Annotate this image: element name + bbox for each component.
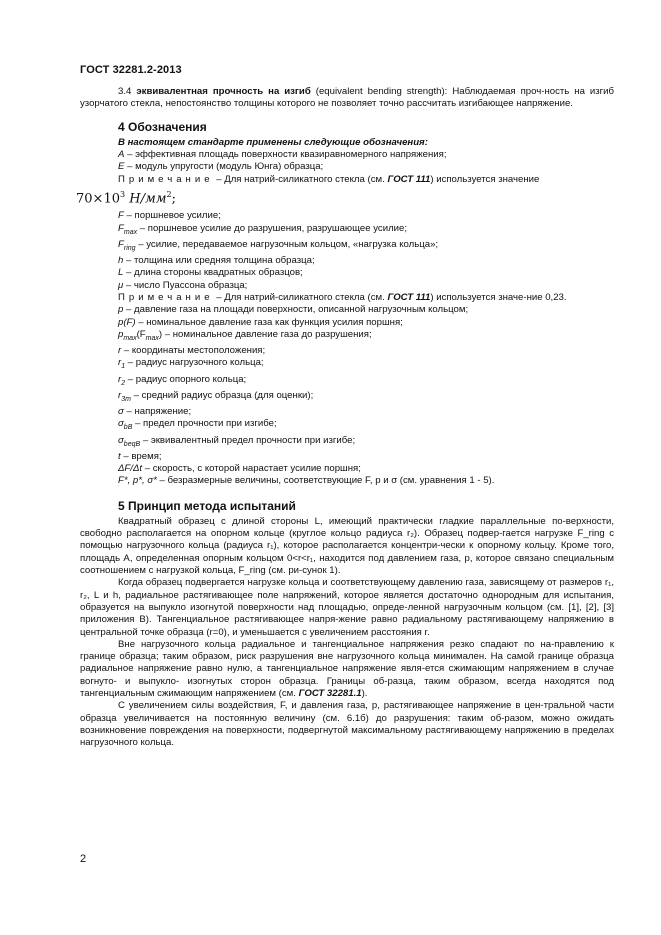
note-text: – Для натрий-силикатного стекла (см. [213, 292, 388, 303]
symbol: σ [118, 418, 124, 430]
symbol-definition [80, 406, 614, 418]
note-label: Примечание [118, 292, 214, 303]
symbol: p [118, 304, 124, 316]
paragraph-text: ). [361, 688, 368, 700]
symbol: μ [118, 279, 124, 291]
symbol-description: – средний радиус образца (для оценки); [130, 389, 314, 401]
symbol-subscript: max [145, 334, 159, 342]
symbol-description: – эффективная площадь поверхности квазиравномерного напряжения; [124, 149, 447, 161]
clause-definition: (equivalent bending strength): Наблюдаемая проч-ность на изгиб узорчатого стекла, непостоянство толщины которого не позволяет точно рассчитать изгибающее напряжение. [80, 86, 615, 110]
symbol: h [118, 255, 124, 267]
symbol-subscript: ring [123, 244, 136, 252]
symbol-description: – поршневое усилие; [123, 210, 221, 222]
standard-reference: ГОСТ 111 [387, 173, 431, 185]
symbol-definition [80, 390, 614, 406]
symbol-subscript: beqB [123, 440, 141, 448]
symbol-description: ) – номинальное давление газа до разрушения; [158, 328, 372, 340]
clause-number: 3.4 [118, 86, 132, 97]
symbol-description: – поршневое усилие до разрушения, разрушающее усилие; [137, 222, 408, 234]
formula-unit-mm: мм [144, 191, 167, 207]
symbol: p(F) [118, 316, 136, 328]
formula-terminator: ; [171, 191, 176, 207]
symbol: L [118, 267, 124, 279]
symbol: r [118, 373, 122, 385]
symbol: ΔF/Δt [118, 463, 143, 474]
symbol-description: – безразмерные величины, соответствующие F, p и σ (см. уравнения 1 - 5). [156, 475, 495, 487]
symbol-definition [80, 451, 614, 463]
symbol-description: – номинальное давление газа как функция усилия поршня; [135, 316, 403, 328]
symbol-description: – скорость, с которой нарастает усилие поршня; [142, 463, 361, 474]
symbol-list-b [80, 210, 614, 292]
note-text: ) используется значе-ние 0,23. [430, 292, 567, 303]
formula-exponent: 3 [119, 190, 126, 200]
symbol: F [118, 222, 124, 234]
symbol: σ [118, 406, 124, 417]
symbol-definition [80, 239, 614, 255]
symbol-definition [80, 149, 614, 161]
symbol: σ [118, 434, 124, 446]
symbol: F [118, 210, 124, 222]
section-5-paragraph-1: Квадратный образец с длиной стороны L, имеющий практически гладкие параллельные по-верхности, свободно располагается на опорном кольце (круглое кольцо радиуса r₂). Образец подвер-гается нагрузке F_ring с помощью нагрузочного кольца (радиуса r₁), которое располагается концентри-чески к опорному кольцу. Кроме того, площадь A, определенная опорным кольцом 0<r<r₁, находится под давлением газа, p, которое связано специальным соотношением с нагрузкой кольца, F_ring (см. ри-сунок 1). [80, 515, 614, 577]
symbol: F*, p*, σ* [118, 475, 157, 487]
symbol-definition [80, 317, 614, 329]
symbol: F [118, 238, 124, 250]
symbol-definition [80, 255, 614, 267]
symbol-definition [80, 210, 614, 222]
note-text: – Для натрий-силикатного стекла (см. [213, 173, 388, 185]
note-1 [80, 174, 614, 186]
symbol-description: – напряжение; [123, 406, 192, 417]
symbol: E [118, 161, 125, 173]
formula-unit-newton: Н [129, 191, 141, 207]
symbol-description: – радиус нагрузочного кольца; [125, 357, 264, 369]
symbol-definition [80, 329, 614, 345]
symbol-description: – толщина или средняя толщина образца; [123, 255, 315, 267]
symbol: r [118, 357, 122, 369]
section-5-paragraph-2: Когда образец подвергается нагрузке кольца и соответствующему давлению газа, зависящему от размеров r₁, r₂, L и h, радиальное растягивающее поле напряжений, которое является достаточно однородным для испытания, образуется на выпукло изогнутой поверхности над площадью, опреде-ленной нагрузочным кольцом (см. [1], [2], [3] приложения В). Тангенциальное растягивающее напря-жение равно радиальному растягивающему напряжению в центральной точке образца (r=0), и уменьшается с увеличением расстояния r. [80, 577, 614, 638]
symbol: A [118, 149, 125, 161]
note-text: ) используется значение [430, 173, 540, 185]
symbol: r [118, 345, 122, 357]
symbol-definition [80, 374, 614, 390]
symbol-list-c [80, 304, 614, 487]
symbol-subscript: max [123, 334, 137, 342]
symbol-list-a [80, 149, 614, 174]
page-content [76, 86, 615, 750]
clause-term: эквивалентная прочность на изгиб [136, 86, 311, 97]
symbol-definition [80, 223, 614, 239]
symbol-description: – время; [120, 450, 162, 462]
paragraph-text: Вне нагрузочного кольца радиальное и тангенциальное напряжения резко спадают по на-правлению к границе образца; таким образом, риск разрушения вне нагрузочного кольца минимален. На самой границе образца радиальное напряжение равно нулю, а тангенциальное напряжение явля-ется сжимающим напряжением в случае вогнуто- и выпукло- изогнутых сторон образца. Границы об-разца, таким образом, всегда находятся под тангенциальным сжимающим напряжением (см. [80, 638, 614, 700]
symbol-description: – давление газа на площади поверхности, описанной нагрузочным кольцом; [123, 304, 469, 316]
symbol-description: – радиус опорного кольца; [125, 373, 247, 385]
section-5-paragraph-3 [80, 639, 614, 700]
symbol-definition [80, 304, 614, 316]
document-code-header: ГОСТ 32281.2-2013 [80, 64, 182, 76]
symbol-description: – модуль упругости (модуль Юнга) образца; [124, 161, 324, 173]
formula-slash: / [140, 191, 145, 207]
symbol-description: – предел прочности при изгибе; [132, 418, 277, 430]
section-5-paragraph-4: С увеличением силы воздействия, F, и давления газа, p, растягивающее напряжение в цен-тральной части образца увеличивается на постоянную величину (см. 6.1б) до разрушения: таким об-разом, можно ожидать возникновение повреждения на поверхности, подвергнутой максимальному растягивающему напряжению в пределах нагрузочного кольца. [80, 700, 614, 749]
symbol-description: – координаты местоположения; [121, 345, 266, 357]
symbol-definition [80, 463, 614, 475]
formula-coefficient: 70 [76, 191, 93, 207]
symbol-definition [80, 345, 614, 357]
symbol-description: – эквивалентный предел прочности при изгибе; [140, 434, 356, 446]
formula-modulus [76, 187, 614, 206]
symbol-definition [80, 161, 614, 173]
page-number: 2 [80, 853, 87, 865]
section-4-title: 4 Обозначения [118, 119, 207, 134]
symbol-subscript: 1 [121, 363, 126, 371]
symbol-subscript: max [123, 228, 138, 236]
symbol-definition [80, 475, 614, 487]
symbol-description: – длина стороны квадратных образцов; [123, 267, 303, 279]
section-5-title: 5 Принцип метода испытаний [118, 498, 296, 513]
symbol-definition [80, 357, 614, 373]
symbol: r [118, 389, 122, 401]
symbol-definition [80, 418, 614, 434]
section-4-intro: В настоящем стандарте применены следующие обозначения: [118, 136, 428, 148]
symbol-subscript: 2 [121, 379, 126, 387]
symbol-definition [80, 435, 614, 451]
symbol-definition [80, 267, 614, 279]
symbol: t [118, 450, 121, 462]
clause-3-4 [80, 86, 614, 111]
note-2 [80, 292, 614, 304]
formula-power: ×10 [92, 191, 120, 207]
symbol-subscript: 3m [121, 395, 131, 403]
symbol-definition [80, 280, 614, 292]
note-label: Примечание [118, 173, 214, 185]
symbol: p [118, 328, 124, 340]
formula-exponent-2: 2 [166, 190, 172, 200]
symbol-description: – усилие, передаваемое нагрузочным кольцом, «нагрузка кольца»; [135, 238, 439, 250]
symbol-subscript: bB [123, 424, 133, 432]
symbol-description: – число Пуассона образца; [123, 279, 248, 291]
standard-reference: ГОСТ 32281.1 [298, 688, 362, 700]
standard-reference: ГОСТ 111 [387, 292, 431, 303]
symbol-description: (F [136, 328, 146, 340]
